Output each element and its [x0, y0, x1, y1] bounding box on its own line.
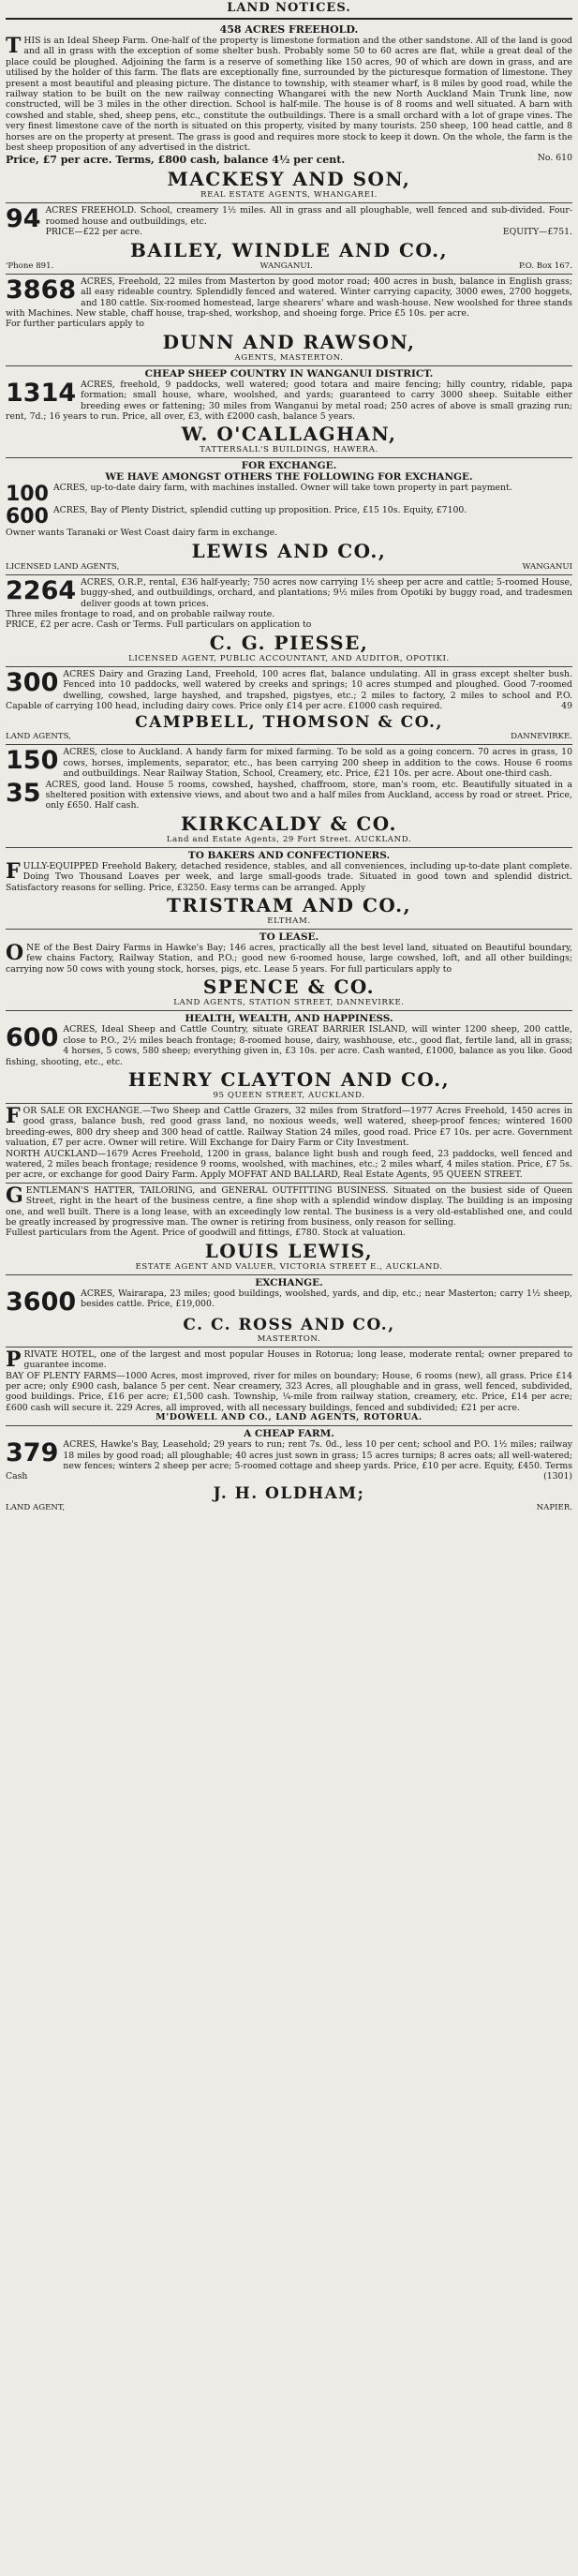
land-notice-ad: [6, 1011, 572, 1104]
agent-po-box: P.O. Box 167.: [519, 261, 572, 271]
agent-town: WANGANUI.: [259, 261, 313, 271]
agent-town: NAPIER.: [536, 1502, 572, 1512]
section-header: LAND NOTICES.: [6, 0, 572, 20]
acreage-figure: 300: [6, 667, 59, 697]
ad-price-row: [6, 153, 572, 167]
agent-name: TRISTRAM AND CO.,: [166, 894, 412, 917]
ad-body: 35 ACRES, good land. House 5 rooms, cowshed, hayshed, chaffroom, store, man's room, etc. Beautifully situated in a sheltered position with extensive views, and about two and a half miles from Auckland, access by road or street. Price, only £650. Half cash.: [6, 778, 572, 812]
agent-address: LICENSED AGENT, PUBLIC ACCOUNTANT, AND AUDITOR, OPOTIKI.: [128, 653, 450, 663]
ad-note: Three miles frontage to road, and on probable railway route.: [6, 608, 275, 619]
agent-address: MASTERTON.: [257, 1333, 321, 1344]
acreage-figure: 379: [6, 1438, 59, 1468]
ad-heading: TO BAKERS AND CONFECTIONERS.: [187, 849, 391, 861]
drop-cap: T: [6, 34, 22, 58]
land-notice-ad: [6, 575, 572, 667]
ad-body: 600 ACRES, Ideal Sheep and Cattle Country, situate GREAT BARRIER ISLAND, will winter 1200 sheep, 200 cattle, close to P.O., 2½ miles beach frontage; 8-roomed house, dairy, washhouse, etc., good flat, fertile land, all in grass; 4 horses, 5 cows, 580 sheep; everything given in, £3 10s. per acre. Cash wanted, £1000, balance as you like. Good fishing, shooting, etc., etc.: [6, 1023, 572, 1067]
ad-heading: A CHEAP FARM.: [244, 1428, 334, 1440]
drop-cap: O: [6, 941, 24, 966]
ad-note: For further particulars apply to: [6, 319, 144, 330]
land-notice-ad: [6, 458, 572, 574]
agent-phone: 'Phone 891.: [6, 261, 54, 271]
agent-name: C. G. PIESSE,: [209, 631, 369, 654]
ad-body: 94 ACRES FREEHOLD. School, creamery 1½ miles. All in grass and all ploughable, well fenced and sub-divided. Four-roomed house and outbuildings, etc.: [6, 204, 572, 234]
agent-name: LEWIS AND CO.,: [191, 539, 387, 562]
land-notice-ad: [6, 366, 572, 459]
agent-address: Land and Estate Agents, 29 Fort Street. AUCKLAND.: [166, 834, 412, 844]
agent-name: DUNN AND RAWSON,: [162, 330, 416, 353]
acreage-figure: 35: [6, 778, 41, 808]
land-notice-ad: [6, 1348, 572, 1426]
ad-body: NORTH AUCKLAND—1679 Acres Freehold, 1200 in grass, balance light bush and rough feed, 23 paddocks, well fenced and watered, 2 miles beach frontage; residence 9 rooms, woolshed, with machines, etc.; 2 miles wharf, 4 miles station. Price, £7 5s. per acre, or exchange for good Dairy Farm. Apply MOFFAT AND BALLARD, Real Estate Agents, 95 QUEEN STREET.: [6, 1148, 572, 1181]
ad-body: 600 ACRES, Bay of Plenty District, splendid cutting up proposition. Price, £15 10s. Equity, £7100.: [6, 505, 467, 529]
agent-name: BAILEY, WINDLE AND CO.,: [129, 238, 449, 261]
ad-body: ONE of the Best Dairy Farms in Hawke's Bay; 146 acres, practically all the best level land, situated on Beautiful boundary, few chains Factory, Railway Station, and P.O.; good new 6-roomed house, large cowshed, loft, and all other buildings; carrying now 50 cows with young stock, horses, pigs, etc. Lease 5 years. For full particulars apply to: [6, 941, 572, 975]
agent-address: TATTERSALL'S BUILDINGS, HAWERA.: [200, 445, 378, 455]
ad-body: FULLY-EQUIPPED Freehold Bakery, detached residence, stables, and all conveniences, including up-to-date plant complete. Doing Two Thousand Loaves per week, and large small-goods trade. Situated in good town and splendid district. Satisfactory reasons for selling. Price, £3250. Easy terms can be arranged. Apply: [6, 858, 572, 893]
land-notice-ad: [6, 22, 572, 203]
acreage-figure: 600: [6, 505, 49, 529]
ad-body: 3868 ACRES, Freehold, 22 miles from Masterton by good motor road; 400 acres in bush, balance in English grass; all easy rideable country. Splendidly fenced and watered. Winter carrying capacity, 3000 ewes, 2700 hoggets, and 180 cattle. Six-roomed homestead, large shearers' whare and wash-house. New woolshed for three stands with Machines. New stable, chaff house, trap-shed, workshop, and shoeing forge. Price £5 10s. per acre.: [6, 275, 572, 319]
agent-town: WANGANUI: [522, 561, 572, 572]
agent-address: REAL ESTATE AGENTS, WHANGAREI.: [200, 190, 378, 201]
agent-address: ELTHAM.: [267, 916, 311, 927]
ad-body: 379 ACRES, Hawke's Bay, Leasehold; 29 years to run; rent 7s. 0d., less 10 per cent; school and P.O. 1½ miles; railway 18 miles by good road; all ploughable; 40 acres just sown in grass; 15 acres turnips; 8 acres oats; all well-watered; new fences; winters 2 sheep per acre; 5-roomed cottage and sheep yards. Price, £10 per acre. Equity, £450. Terms Cash (1301): [6, 1438, 572, 1482]
acreage-figure: 3868: [6, 275, 77, 305]
acreage-figure: 100: [6, 483, 49, 507]
agent-address: AGENTS, MASTERTON.: [234, 352, 344, 363]
agent-name: W. O'CALLAGHAN,: [181, 423, 397, 446]
land-notice-ad: [6, 1104, 572, 1275]
land-notice-ad: [6, 848, 572, 930]
ad-body: THIS is an Ideal Sheep Farm. One-half of the property is limestone formation and the other sandstone. All of the land is good and all in grass with the exception of some shelter bush. Probably some 50 to 60 acres are flat, while a great deal of the place could be ploughed. Adjoining the farm is a reserve of something like 150 acres, 90 of which are down in grass, and are utilised by the holder of this farm. The flats are exceptionally fine, surrounded by the picturesque formation of limestone. They present a most beautiful and pleasing picture. The distance to township, with steamer wharf, is 8 miles by good road, while the railway station to be built on the new railway connecting Whangarei with the new North Auckland Main Trunk line, now constructed, will be 3 miles in the other direction. School is half-mile. The house is of 8 rooms and well situated. A barn with cowshed and stable, shed, sheep pens, etc., constitute the outbuildings. There is a small orchard with a lot of grape vines. The very finest limestone cave of the north is situated on this property, visited by many tourists. 250 sheep, 100 head cattle, and 8 horses are on the property at present. The grass is good and requires more stock to keep it down. On the whole, the farm is the best sheep proposition of any advertised in the district.: [6, 34, 572, 154]
ad-body: 2264 ACRES, O.R.P., rental, £36 half-yearly; 750 acres now carrying 1½ sheep per acre and cattle; 5-roomed House, buggy-shed, and outbuildings, orchard, and plantations; 9½ miles from Opotiki by buggy road, and tradesmen deliver goods at town prices.: [6, 575, 572, 609]
ad-price: PRICE—£22 per acre.: [45, 227, 142, 238]
agent-address: ESTATE AGENT AND VALUER, VICTORIA STREET E., AUCKLAND.: [135, 1261, 443, 1272]
agent-name: MACKESY AND SON,: [167, 168, 411, 191]
agent-address: [6, 562, 572, 572]
land-notice-ad: [6, 745, 572, 847]
land-notice-ad: [6, 930, 572, 1011]
agent-name: HENRY CLAYTON AND CO.,: [127, 1067, 451, 1091]
agent-name: SPENCE & CO.: [202, 975, 376, 999]
drop-cap: F: [6, 1103, 21, 1128]
ad-heading: HEALTH, WEALTH, AND HAPPINESS.: [185, 1013, 393, 1025]
ad-body: GENTLEMAN'S HATTER, TAILORING, and GENERAL OUTFITTING BUSINESS. Situated on the busiest side of Queen Street, right in the heart of the business centre, a fine shop with a splendid window display. The building is an imposing one, and well built. There is a long lease, with an exceedingly low rental. The business is a very old-established one, and could be greatly increased by progressive man. The owner is retiring from business, only reason for selling.: [6, 1183, 572, 1228]
acreage-figure: 150: [6, 746, 59, 776]
ad-body: 1314 ACRES, freehold, 9 paddocks, well watered; good totara and maire fencing; hilly country, ridable, papa formation; small house, whare, woolshed, and yards; guaranteed to carry 3000 sheep. Suitable either breeding ewes or fattening; 30 miles from Wanganui by metal road; 250 acres of above is small grazing run; rent, 7d.; 16 years to run. Price, all over, £3, with £2000 cash, balance 5 years.: [6, 378, 572, 422]
ad-heading: 458 ACRES FREEHOLD.: [219, 23, 359, 36]
ad-subheading: WE HAVE AMONGST OTHERS THE FOLLOWING FOR EXCHANGE.: [105, 471, 473, 484]
ad-price: PRICE, £2 per acre. Cash or Terms. Full particulars on application to: [6, 619, 312, 631]
agent-name: CAMPBELL, THOMSON & CO.,: [135, 713, 443, 733]
land-notice-ad: [6, 1275, 572, 1348]
ad-heading: TO LEASE.: [259, 931, 319, 944]
ad-body: 300 ACRES Dairy and Grazing Land, Freehold, 100 acres flat, balance undulating. All in grass except shelter bush. Fenced into 10 paddocks, well watered by creeks and springs; 10 acres stumped and ploughed. Good 7-roomed dwelling, cowshed, large hayshed, and trapshed, pigstyes, etc.; 2 miles to factory, 2 miles to school and P.O. Capable of carrying 100 head, including dairy cows. Price only £14 per acre. £1000 cash required. 49: [6, 667, 572, 711]
ad-body: 3600 ACRES, Wairarapa, 23 miles; good buildings, woolshed, yards, and dip, etc.; near Masterton; carry 1½ sheep, besides cattle. Price, £19,000.: [6, 1287, 572, 1317]
drop-cap: P: [6, 1347, 22, 1372]
agent-address: [6, 261, 572, 271]
ad-price-row: [46, 227, 572, 237]
ad-equity: EQUITY—£751.: [502, 227, 572, 238]
ad-ref-number: (1301): [543, 1471, 572, 1482]
agent-town: DANNEVIRKE.: [511, 732, 572, 742]
drop-cap: F: [6, 858, 21, 884]
acreage-figure: 2264: [6, 575, 77, 605]
acreage-figure: 94: [6, 204, 41, 234]
agent-address: 95 QUEEN STREET, AUCKLAND.: [213, 1090, 365, 1100]
ad-heading: FOR EXCHANGE.: [241, 460, 337, 472]
ad-price: Price, £7 per acre. Terms, £800 cash, balance 4½ per cent.: [6, 154, 346, 167]
land-notice-ad: [6, 203, 572, 274]
ad-body: FOR SALE OR EXCHANGE.—Two Sheep and Cattle Grazers, 32 miles from Stratford—1977 Acres Freehold, 1450 acres in good grass, balance bush, red good grass land, no noxious weeds, well watered, sheep-proof fences; wintered 1600 breeding-ewes, 800 dry sheep and 300 head of cattle. Railway Station 24 miles, good road. Price £7 10s. per acre. Government valuation, £7 per acre. Owner will retire. Will Exchange for Dairy Farm or City Investment.: [6, 1103, 572, 1149]
agent-address: LAND AGENTS, STATION STREET, DANNEVIRKE.: [173, 998, 405, 1008]
agent-role: LAND AGENTS,: [6, 732, 71, 742]
ad-body: 100 ACRES, up-to-date dairy farm, with machines installed. Owner will take town property in part payment.: [6, 483, 512, 507]
land-notice-ad: [6, 275, 572, 366]
ad-body: 150 ACRES, close to Auckland. A handy farm for mixed farming. To be sold as a going concern. 70 acres in grass, 10 cows, horses, implements, separator, etc., has been carrying 200 sheep in addition to the cows. House 6 rooms and outbuildings. Near Railway Station, School, Creamery, etc. Price, £21 10s. per acre. About one-third cash.: [6, 746, 572, 780]
ad-ref-number: 49: [561, 701, 572, 711]
ad-heading: EXCHANGE.: [255, 1276, 323, 1288]
agent-role: LAND AGENT,: [6, 1502, 66, 1512]
agent-name: C. C. ROSS AND CO.,: [183, 1315, 395, 1334]
ad-note: Owner wants Taranaki or West Coast dairy farm in exchange.: [6, 528, 278, 539]
land-notice-ad: [6, 1426, 572, 1515]
agent-address: [6, 732, 572, 741]
drop-cap: G: [6, 1183, 23, 1208]
ad-body: PRIVATE HOTEL, one of the largest and most popular Houses in Rotorua; long lease, moderate rental; owner prepared to guarantee income.: [6, 1347, 572, 1372]
agent-name: KIRKCALDY & CO.: [181, 812, 397, 835]
acreage-figure: 3600: [6, 1287, 77, 1317]
agent-name: J. H. OLDHAM;: [213, 1483, 365, 1503]
ad-note: Fullest particulars from the Agent. Price of goodwill and fittings, £780. Stock at valuation.: [6, 1228, 406, 1239]
acreage-figure: 600: [6, 1023, 59, 1053]
ad-ref-number: No. 610: [537, 153, 572, 164]
acreage-figure: 1314: [6, 378, 77, 408]
land-notice-ad: [6, 667, 572, 746]
ad-body: BAY OF PLENTY FARMS—1000 Acres, most improved, river for miles on boundary; House, 6 rooms (new), all grass. Price £14 per acre; only £900 cash, balance 5 per cent. Near creamery, 323 Acres, all ploughable and in grass, well fenced, subdivided, good buildings. Price, £16 per acre; £1,500 cash. Township, ¼-mile from railway station, creamery, etc. Price, £14 per acre; £600 cash will secure it. 229 Acres, all improved, with all necessary buildings, fenced and subdivided; £21 per acre.: [6, 1370, 572, 1413]
agent-role: LICENSED LAND AGENTS,: [6, 561, 120, 572]
agent-address: [6, 1503, 572, 1512]
agent-name: LOUIS LEWIS,: [204, 1239, 374, 1262]
agent-name: M'DOWELL AND CO., LAND AGENTS, ROTORUA.: [156, 1412, 422, 1423]
ad-heading: CHEAP SHEEP COUNTRY IN WANGANUI DISTRICT.: [144, 367, 434, 380]
